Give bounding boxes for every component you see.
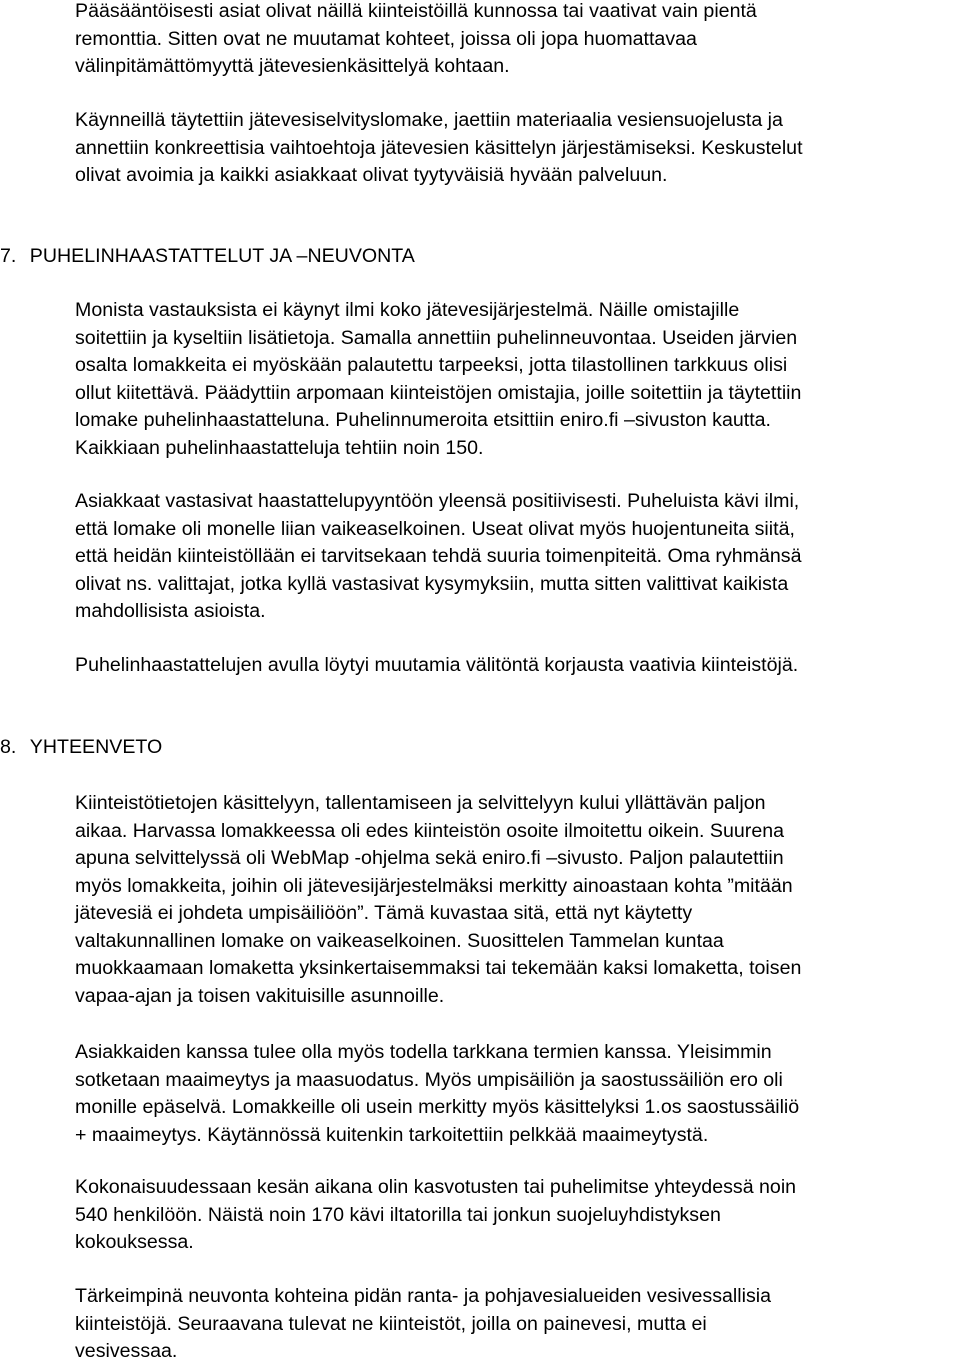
section-heading-8 xyxy=(0,734,162,762)
text-line: vesivessaa. xyxy=(75,1340,178,1362)
text-line: että lomake oli monelle liian vaikeaselkoinen. Useat olivat myös huojentuneita siitä, xyxy=(75,517,795,540)
text-line: Pääsääntöisesti asiat olivat näillä kiinteistöillä kunnossa tai vaativat vain pientä xyxy=(75,0,757,22)
section-number: 7. xyxy=(0,245,17,267)
text-line: Asiakkaat vastasivat haastattelupyyntöön yleensä positiivisesti. Puheluista kävi ilmi, xyxy=(75,490,800,512)
text-line: että heidän kiinteistöllään ei tarvitsekaan tehdä suuria toimenpiteitä. Oma ryhmänsä xyxy=(75,545,802,567)
text-line: aikaa. Harvassa lomakkeessa oli edes kiinteistön osoite ilmoitettu oikein. Suurena xyxy=(75,819,785,842)
text-line: apuna selvittelyssä oli WebMap -ohjelma sekä eniro.fi –sivusto. Paljon palautettiin xyxy=(75,847,784,869)
text-line: annettiin konkreettisia vaihtoehtoja jätevesien käsittelyn järjestämiseksi. Keskustelut xyxy=(75,136,803,159)
text-line: Kokonaisuudessaan kesän aikana olin kasvotusten tai puhelimitse yhteydessä noin xyxy=(75,1176,797,1198)
paragraph-visits xyxy=(75,107,955,190)
text-line: Tärkeimpinä neuvonta kohteina pidän ranta- ja pohjavesialueiden vesivessallisia xyxy=(75,1285,771,1307)
text-line: kiinteistöjä. Seuraavana tulevat ne kiinteistöt, joilla on painevesi, mutta ei xyxy=(75,1312,707,1335)
text-line: myös lomakkeita, joihin oli jätevesijärjestelmäksi merkitty ainoastaan kohta ”mitään xyxy=(75,874,793,897)
text-line: vapaa-ajan ja toisen vakituisille asunnoille. xyxy=(75,984,445,1007)
text-line: valtakunnallinen lomake on vaikeaselkoinen. Suosittelen Tammelan kuntaa xyxy=(75,929,724,952)
text-line: Käynneillä täytettiin jätevesiselvityslomake, jaettiin materiaalia vesiensuojelusta ja xyxy=(75,109,783,131)
paragraph-terminology xyxy=(75,1039,955,1149)
section-title: YHTEENVETO xyxy=(29,736,163,758)
text-line: Monista vastauksista ei käynyt ilmi koko jätevesijärjestelmä. Näille omistajille xyxy=(75,299,740,321)
section-title: PUHELINHAASTATTELUT JA –NEUVONTA xyxy=(29,245,415,267)
paragraph-findings xyxy=(75,652,955,680)
text-line: monille epäselvä. Lomakkeille oli usein merkitty myös käsittelyksi 1.os saostussäiliö xyxy=(75,1096,800,1118)
section-heading-7 xyxy=(0,243,415,271)
text-line: välinpitämättömyyttä jätevesienkäsittelyä kohtaan. xyxy=(75,55,510,77)
text-line: lomake puhelinhaastatteluna. Puhelinnumeroita etsittiin eniro.fi –sivuston kautta. xyxy=(75,409,771,431)
text-line: kokouksessa. xyxy=(75,1231,194,1253)
text-line: 540 henkilöön. Näistä noin 170 kävi iltatorilla tai jonkun suojeluyhdistyksen xyxy=(75,1203,721,1226)
paragraph-customer-response xyxy=(75,488,955,626)
text-line: jätevesiä ei johdeta umpisäiliöön”. Tämä kuvastaa sitä, että nyt käytetty xyxy=(75,902,693,924)
text-line: Puhelinhaastattelujen avulla löytyi muutamia välitöntä korjausta vaativia kiinteistöjä. xyxy=(75,654,799,676)
paragraph-contacts xyxy=(75,1174,955,1257)
text-line: ollut kiitettävä. Päädyttiin arpomaan kiinteistöjen omistajia, joille soitettiin ja täytettiin xyxy=(75,381,802,404)
text-line: sotketaan maaimeytys ja maasuodatus. Myös umpisäiliön ja saostussäiliön ero oli xyxy=(75,1068,783,1091)
section-number: 8. xyxy=(0,736,17,758)
text-line: Asiakkaiden kanssa tulee olla myös todella tarkkana termien kanssa. Yleisimmin xyxy=(75,1041,772,1063)
text-line: Kaikkiaan puhelinhaastatteluja tehtiin noin 150. xyxy=(75,436,484,459)
text-line: Kiinteistötietojen käsittelyyn, tallentamiseen ja selvittelyyn kului yllättävän paljon xyxy=(75,792,766,814)
text-line: olivat ns. valittajat, jotka kyllä vastasivat kysymyksiin, mutta sitten valittivat kaikista xyxy=(75,572,789,595)
text-line: olivat avoimia ja kaikki asiakkaat olivat tyytyväisiä hyvään palveluun. xyxy=(75,164,668,186)
text-line: mahdollisista asioista. xyxy=(75,600,266,622)
text-line: soitettiin ja kyseltiin lisätietoja. Samalla annettiin puhelinneuvontaa. Useiden järvien xyxy=(75,326,798,349)
paragraph-intro xyxy=(75,0,955,81)
paragraph-summary xyxy=(75,790,955,1010)
text-line: muokkaamaan lomaketta yksinkertaisemmaksi tai tekemään kaksi lomaketta, toisen xyxy=(75,957,802,979)
text-line: remonttia. Sitten ovat ne muutamat kohteet, joissa oli jopa huomattavaa xyxy=(75,27,697,50)
text-line: + maaimeytys. Käytännössä kuitenkin tarkoitettiin pelkkää maaimeytystä. xyxy=(75,1123,709,1146)
paragraph-phone-interviews xyxy=(75,297,955,462)
text-line: osalta lomakkeita ei myöskään palautettu tarpeeksi, jotta tilastollinen tarkkuus olisi xyxy=(75,354,788,376)
paragraph-priorities xyxy=(75,1283,955,1366)
